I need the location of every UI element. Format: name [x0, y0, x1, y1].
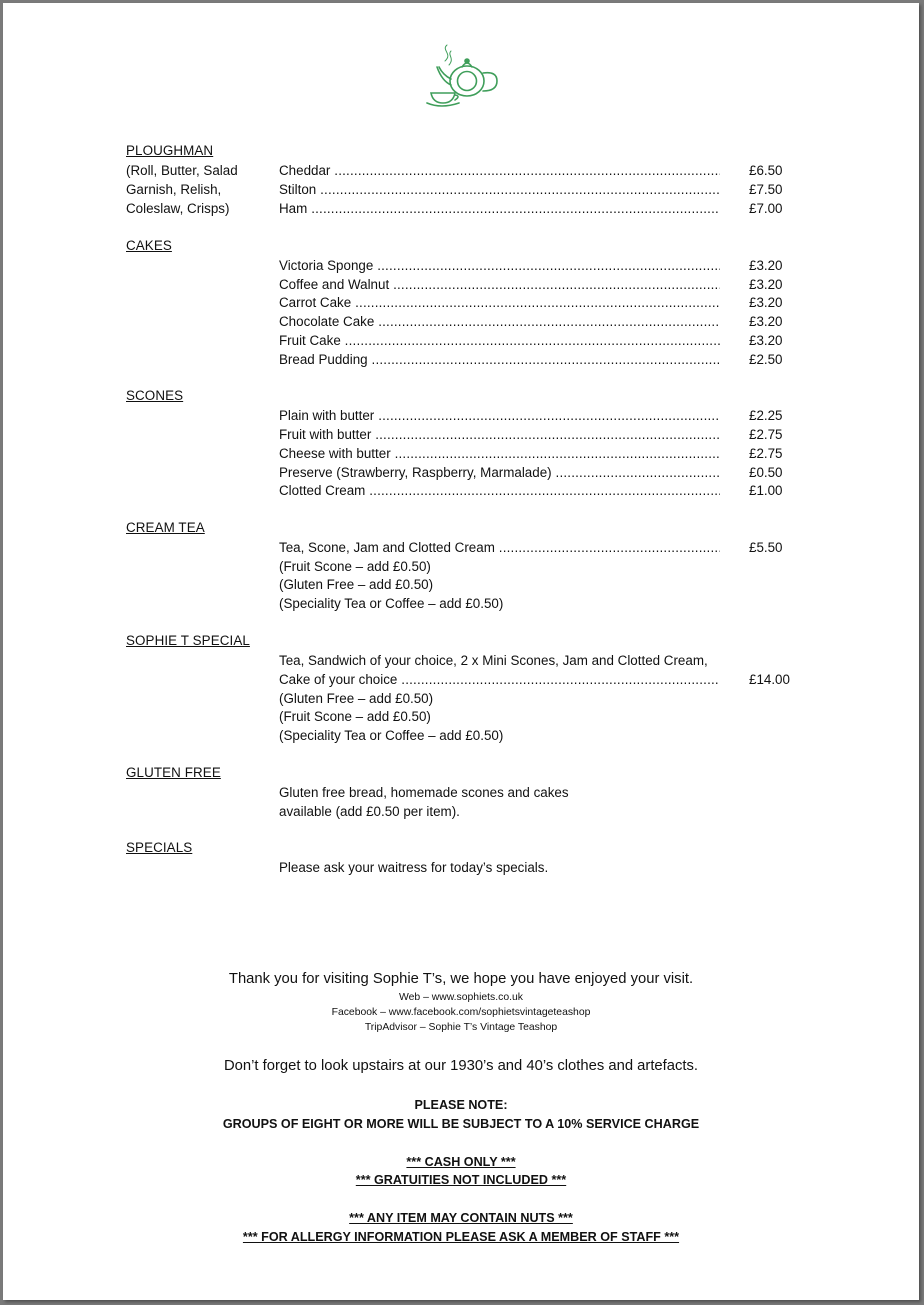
special-extra: (Gluten Free – add £0.50): [279, 691, 434, 706]
item-name: Cake of your choice: [279, 672, 398, 687]
gluten-free-text: Gluten free bread, homemade scones and cakes: [279, 785, 569, 800]
ploughman-note-line: Coleslaw, Crisps): [126, 201, 230, 216]
item-name: Tea, Scone, Jam and Clotted Cream: [279, 540, 495, 555]
item-name: Preserve (Strawberry, Raspberry, Marmalade): [279, 465, 552, 480]
menu-item: [279, 275, 795, 294]
section-title-cakes: CAKES: [126, 238, 172, 253]
please-note-title: PLEASE NOTE:: [414, 1098, 508, 1112]
thank-you-message: Thank you for visiting Sophie T’s, we hope you have enjoyed your visit.: [228, 971, 694, 987]
gluten-free-text: available (add £0.50 per item).: [279, 804, 460, 819]
website-link[interactable]: Web – www.sophiets.co.uk: [399, 992, 523, 1003]
item-price: £3.20: [749, 277, 783, 292]
item-name: Cheddar: [279, 163, 331, 178]
menu-item: [279, 463, 795, 482]
special-description: Tea, Sandwich of your choice, 2 x Mini Scones, Jam and Clotted Cream,: [279, 653, 708, 668]
item-name: Bread Pudding: [279, 352, 368, 367]
section-title-specials: SPECIALS: [126, 840, 193, 855]
tripadvisor-link[interactable]: TripAdvisor – Sophie T’s Vintage Teashop: [364, 1022, 558, 1033]
cream-tea-extra: (Gluten Free – add £0.50): [279, 577, 434, 592]
item-name: Ham: [279, 201, 308, 216]
item-price: £14.00: [749, 672, 790, 687]
item-price: £2.50: [749, 352, 783, 367]
menu-item: [279, 350, 795, 369]
menu-item: [279, 256, 795, 275]
item-price: £3.20: [749, 295, 783, 310]
gratuities-note: *** GRATUITIES NOT INCLUDED ***: [355, 1173, 567, 1187]
item-price: £6.50: [749, 163, 783, 178]
section-title-sophie-t-special: SOPHIE T SPECIAL: [126, 633, 250, 648]
item-price: £3.20: [749, 333, 783, 348]
specials-text: Please ask your waitress for today’s specials.: [279, 860, 549, 875]
section-title-scones: SCONES: [126, 388, 184, 403]
menu-item: [279, 444, 795, 463]
item-price: £3.20: [749, 258, 783, 273]
menu-item: [279, 331, 795, 350]
item-price: £5.50: [749, 540, 783, 555]
menu-item: [279, 481, 795, 500]
teapot-and-cup-icon: [425, 41, 507, 107]
item-price: £7.00: [749, 201, 783, 216]
menu-item: [279, 425, 795, 444]
upstairs-message: Don’t forget to look upstairs at our 1930’s and 40’s clothes and artefacts.: [223, 1058, 699, 1074]
item-price: £2.25: [749, 408, 783, 423]
nuts-warning: *** ANY ITEM MAY CONTAIN NUTS ***: [349, 1211, 573, 1225]
item-name: Chocolate Cake: [279, 314, 375, 329]
cream-tea-extra: (Speciality Tea or Coffee – add £0.50): [279, 596, 504, 611]
menu-item: [279, 312, 795, 331]
allergy-note: *** FOR ALLERGY INFORMATION PLEASE ASK A MEMBER OF STAFF ***: [242, 1230, 680, 1244]
item-name: Fruit with butter: [279, 427, 372, 442]
facebook-link[interactable]: Facebook – www.facebook.com/sophietsvintageteashop: [331, 1007, 591, 1018]
item-name: Stilton: [279, 182, 317, 197]
cream-tea-extra: (Fruit Scone – add £0.50): [279, 559, 431, 574]
item-name: Cheese with butter: [279, 446, 391, 461]
menu-item: [279, 406, 795, 425]
menu-item: [279, 670, 795, 689]
item-price: £2.75: [749, 427, 783, 442]
item-name: Coffee and Walnut: [279, 277, 390, 292]
special-extra: (Fruit Scone – add £0.50): [279, 709, 431, 724]
item-name: Carrot Cake: [279, 295, 352, 310]
ploughman-note-line: (Roll, Butter, Salad: [126, 163, 238, 178]
item-price: £2.75: [749, 446, 783, 461]
item-name: Clotted Cream: [279, 483, 366, 498]
item-name: Fruit Cake: [279, 333, 341, 348]
menu-item: [279, 538, 795, 557]
service-charge-note: GROUPS OF EIGHT OR MORE WILL BE SUBJECT TO A 10% SERVICE CHARGE: [222, 1117, 700, 1131]
item-price: £7.50: [749, 182, 783, 197]
menu-item: [279, 199, 795, 218]
section-title-gluten-free: GLUTEN FREE: [126, 765, 221, 780]
menu-item: [279, 180, 795, 199]
cash-only-note: *** CASH ONLY ***: [406, 1155, 516, 1169]
item-name: Plain with butter: [279, 408, 375, 423]
item-price: £0.50: [749, 465, 783, 480]
item-price: £3.20: [749, 314, 783, 329]
menu-page: [3, 3, 919, 1300]
menu-item: [279, 293, 795, 312]
section-title-ploughman: PLOUGHMAN: [126, 143, 214, 158]
section-title-cream-tea: CREAM TEA: [126, 520, 205, 535]
item-name: Victoria Sponge: [279, 258, 374, 273]
special-extra: (Speciality Tea or Coffee – add £0.50): [279, 728, 504, 743]
menu-item: [279, 161, 795, 180]
ploughman-note-line: Garnish, Relish,: [126, 182, 222, 197]
item-price: £1.00: [749, 483, 783, 498]
